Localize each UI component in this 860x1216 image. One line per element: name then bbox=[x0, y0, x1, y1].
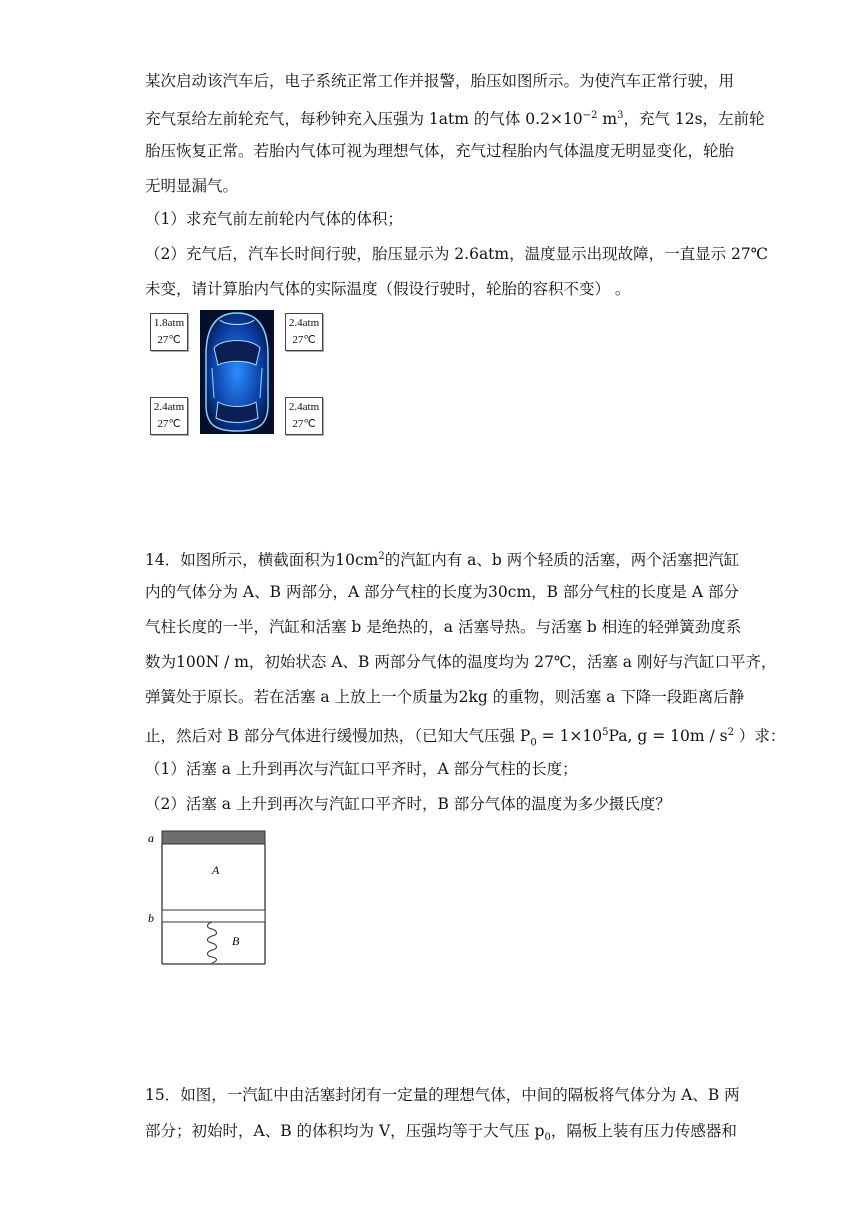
q13-sub-question-2a: （2）充气后，汽车长时间行驶，胎压显示为 2.6atm，温度显示出现故障，一直显示 27℃ bbox=[145, 245, 769, 263]
tire-temp: 27℃ bbox=[157, 334, 181, 346]
tire-pressure: 2.4atm bbox=[153, 401, 185, 413]
tire-badge-rear-left bbox=[150, 397, 188, 435]
q14-line-1: 14．如图所示，横截面积为$10cm^2$的汽缸内有 a、b 两个轻质的活塞，两个活塞把汽缸 bbox=[145, 551, 740, 570]
label-B: B bbox=[232, 934, 240, 948]
q14-line-3: 气柱长度的一半，汽缸和活塞 b 是绝热的，a 活塞导热。与活塞 b 相连的轻弹簧劲度系 bbox=[145, 618, 742, 636]
tire-badge-front-right bbox=[285, 313, 323, 351]
label-a: a bbox=[148, 831, 154, 845]
q13-line-4: 无明显漏气。 bbox=[145, 177, 239, 195]
q13-line-2: 充气泵给左前轮充气，每秒钟充入压强为 1atm 的气体 $0.2\times 10^{-2}$ $m^3$，充气 12s，左前轮 bbox=[145, 110, 765, 129]
q13-sub-question-2b: 未变，请计算胎内气体的实际温度（假设行驶时，轮胎的容积不变） 。 bbox=[145, 280, 631, 298]
q14-line-2: 内的气体分为 A、B 两部分，A 部分气柱的长度为30cm，B 部分气柱的长度是 A 部分 bbox=[145, 583, 740, 601]
label-b: b bbox=[148, 911, 154, 925]
piston-b bbox=[162, 910, 265, 922]
q14-line-5: 弹簧处于原长。若在活塞 a 上放上一个质量为2kg 的重物，则活塞 a 下降一段距离后静 bbox=[145, 688, 745, 706]
piston-a bbox=[162, 831, 265, 844]
q15-line-2: 部分；初始时，A、B 的体积均为 V，压强均等于大气压 $p_0$，隔板上装有压力传感器和 bbox=[145, 1122, 737, 1144]
tire-badge-front-left bbox=[150, 313, 188, 351]
tire-badge-rear-right bbox=[285, 397, 323, 435]
tire-pressure: 1.8atm bbox=[153, 317, 185, 329]
spring bbox=[208, 922, 217, 963]
q13-sub-question-1: （1）求充气前左前轮内气体的体积； bbox=[145, 210, 403, 228]
q15-line-1: 15．如图，一汽缸中由活塞封闭有一定量的理想气体，中间的隔板将气体分为 A、B 两 bbox=[145, 1086, 740, 1104]
q14-sub-question-1: （1）活塞 a 上升到再次与汽缸口平齐时，A 部分气柱的长度； bbox=[145, 760, 578, 778]
tire-pressure: 2.4atm bbox=[288, 317, 320, 329]
q13-line-3: 胎压恢复正常。若胎内气体可视为理想气体，充气过程胎内气体温度无明显变化，轮胎 bbox=[145, 142, 735, 160]
tire-temp: 27℃ bbox=[157, 418, 181, 430]
q13-line-1: 某次启动该汽车后，电子系统正常工作并报警，胎压如图所示。为使汽车正常行驶，用 bbox=[145, 72, 735, 90]
tire-temp: 27℃ bbox=[292, 334, 316, 346]
q14-line-4: 数为100N / m，初始状态 A、B 两部分气体的温度均为 27℃，活塞 a 刚好与汽缸口平齐， bbox=[145, 653, 777, 671]
q14-sub-question-2: （2）活塞 a 上升到再次与汽缸口平齐时，B 部分气体的温度为多少摄氏度？ bbox=[145, 795, 671, 813]
cylinder-diagram bbox=[140, 826, 270, 971]
q14-line-6: 止，然后对 B 部分气体进行缓慢加热，（已知大气压强 $P_0 = 1\times 10^5Pa$, $g = 10m / s^2$ ）求： bbox=[145, 727, 786, 749]
tire-temp: 27℃ bbox=[292, 418, 316, 430]
car-top-view-image bbox=[200, 310, 274, 434]
label-A: A bbox=[212, 863, 220, 877]
tire-pressure: 2.4atm bbox=[288, 401, 320, 413]
